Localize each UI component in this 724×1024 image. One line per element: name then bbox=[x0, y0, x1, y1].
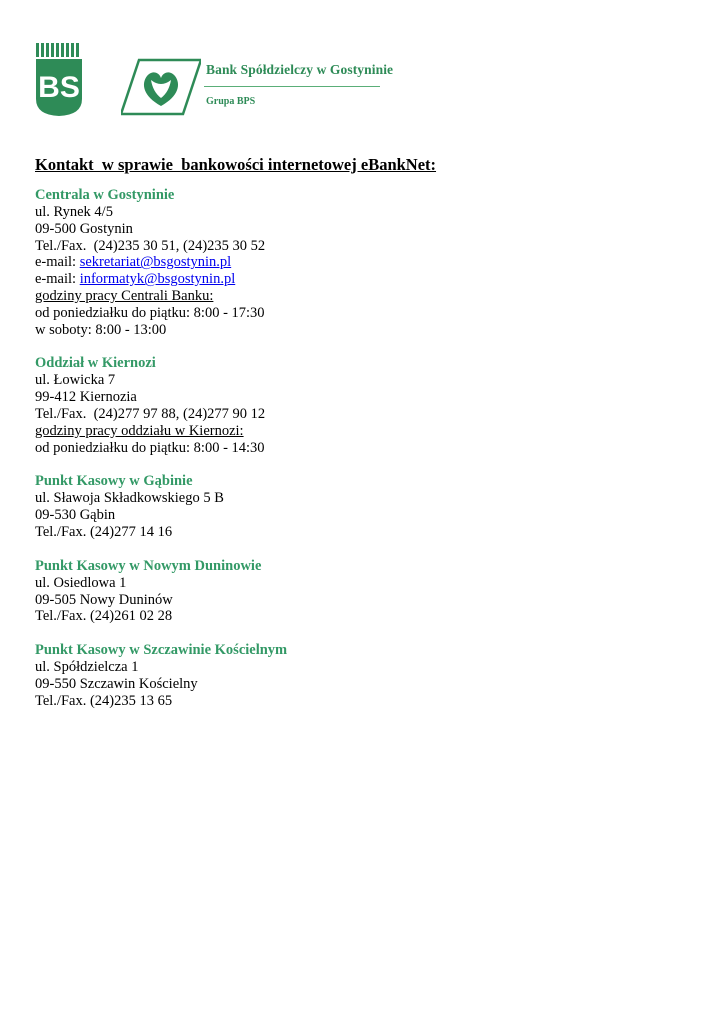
phone: Tel./Fax. (24)235 30 51, (24)235 30 52 bbox=[35, 237, 266, 254]
city: 09-550 Szczawin Kościelny bbox=[35, 675, 198, 692]
email-label: e-mail: bbox=[35, 254, 80, 271]
address: ul. Osiedlowa 1 bbox=[35, 574, 127, 591]
email-link-informatyk[interactable]: informatyk@bsgostynin.pl bbox=[79, 271, 236, 288]
hours-weekdays: od poniedziałku do piątku: 8:00 - 17:30 bbox=[35, 304, 265, 321]
bank-name: Bank Spółdzielczy w Gostyninie bbox=[206, 62, 394, 77]
header-divider bbox=[204, 86, 380, 87]
kiernozia-section bbox=[35, 355, 695, 456]
city: 99-412 Kiernozia bbox=[35, 389, 137, 406]
nowy-duninow-section bbox=[35, 558, 695, 625]
centrala-section bbox=[35, 187, 695, 338]
letterhead bbox=[0, 0, 724, 130]
email-label: e-mail: bbox=[35, 271, 80, 288]
gabin-section bbox=[35, 473, 695, 540]
city: 09-505 Nowy Duninów bbox=[35, 591, 173, 608]
page-title: Kontakt w sprawie bankowości internetowej eBankNet: bbox=[35, 155, 437, 174]
address: ul. Sławoja Składkowskiego 5 B bbox=[35, 490, 224, 507]
address: ul. Spółdzielcza 1 bbox=[35, 659, 139, 676]
section-title: Centrala w Gostyninie bbox=[35, 187, 175, 203]
bps-heart-logo-icon bbox=[121, 58, 201, 116]
hours-saturday: w soboty: 8:00 - 13:00 bbox=[35, 321, 167, 338]
address: ul. Łowicka 7 bbox=[35, 372, 116, 389]
address: ul. Rynek 4/5 bbox=[35, 204, 113, 220]
group-name: Grupa BPS bbox=[206, 96, 256, 107]
section-title: Punkt Kasowy w Szczawinie Kościelnym bbox=[35, 642, 288, 659]
phone: Tel./Fax. (24)277 14 16 bbox=[35, 523, 173, 540]
hours-weekdays: od poniedziałku do piątku: 8:00 - 14:30 bbox=[35, 439, 265, 456]
phone: Tel./Fax. (24)235 13 65 bbox=[35, 692, 173, 709]
city: 09-500 Gostynin bbox=[35, 220, 133, 237]
contact-document bbox=[35, 155, 695, 727]
section-title: Punkt Kasowy w Nowym Duninowie bbox=[35, 557, 262, 574]
phone: Tel./Fax. (24)261 02 28 bbox=[35, 608, 173, 625]
section-title: Oddział w Kiernozi bbox=[35, 355, 156, 372]
email-line-2 bbox=[35, 271, 695, 288]
bs-logo-icon bbox=[34, 41, 84, 117]
phone: Tel./Fax. (24)277 97 88, (24)277 90 12 bbox=[35, 405, 266, 422]
section-title: Punkt Kasowy w Gąbinie bbox=[35, 473, 193, 490]
email-line-1 bbox=[35, 254, 695, 271]
hours-label: godziny pracy Centrali Banku: bbox=[35, 287, 214, 304]
city: 09-530 Gąbin bbox=[35, 507, 116, 524]
szczawin-section bbox=[35, 642, 695, 709]
email-link-sekretariat[interactable]: sekretariat@bsgostynin.pl bbox=[79, 254, 232, 271]
svg-text:BS: BS bbox=[38, 71, 80, 104]
hours-label: godziny pracy oddziału w Kiernozi: bbox=[35, 422, 244, 439]
